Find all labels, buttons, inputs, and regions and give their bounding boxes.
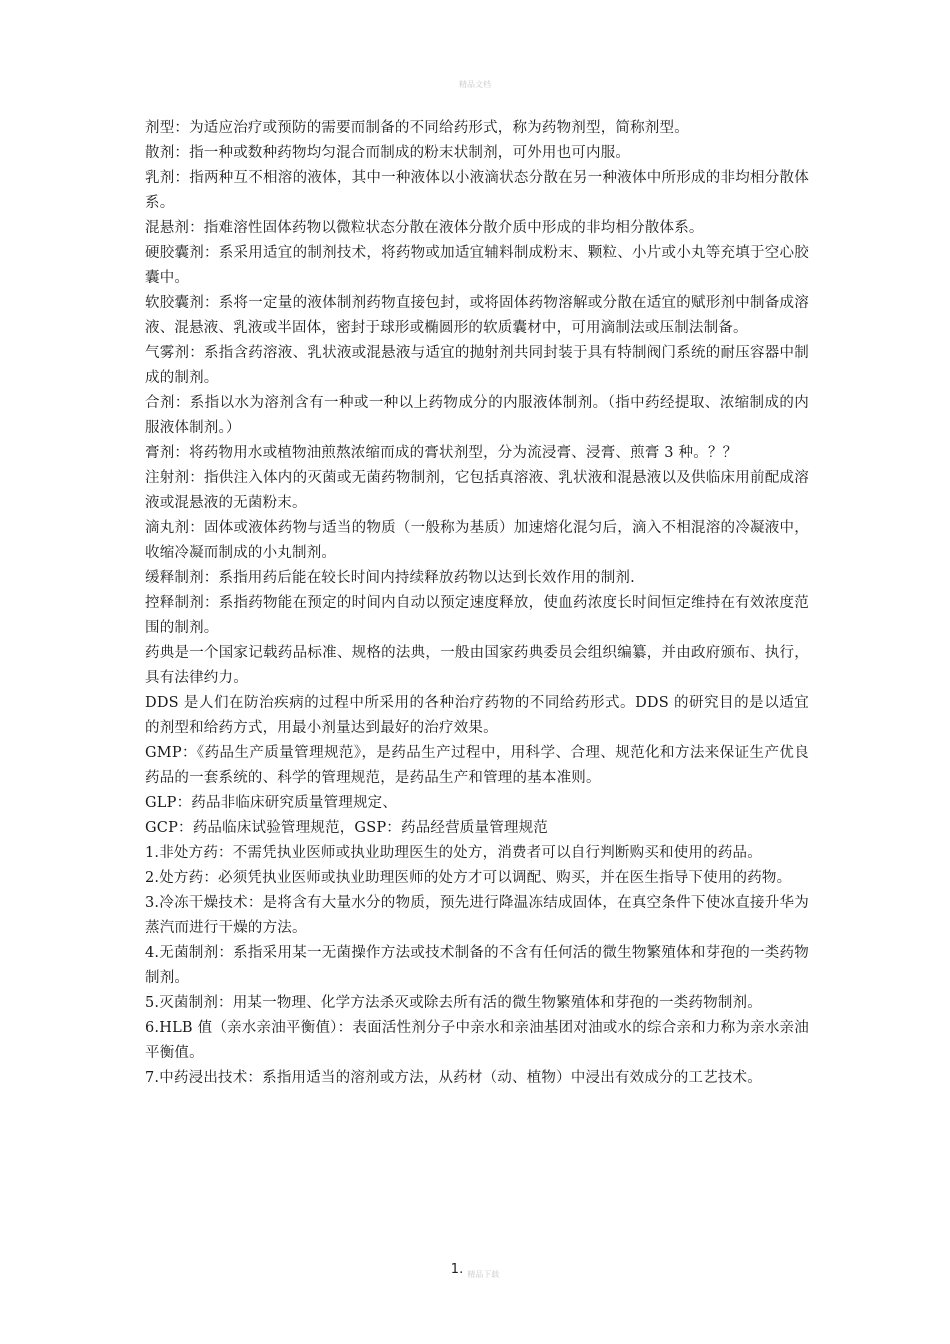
paragraph-dds: DDS 是人们在防治疾病的过程中所采用的各种治疗药物的不同给药形式。DDS 的研究目的是以适宜的剂型和给药方式，用最小剂量达到最好的治疗效果。 xyxy=(145,695,809,736)
page-number-separator: . xyxy=(459,1262,464,1277)
paragraph-controlled-release: 控释制剂：系指药物能在预定的时间内自动以预定速度释放，使血药浓度长时间恒定维持在有效浓度范围的制剂。 xyxy=(145,595,809,636)
paragraph-aerosol: 气雾剂：系指含药溶液、乳状液或混悬液与适宜的抛射剂共同封装于具有特制阀门系统的耐压容器中制成的制剂。 xyxy=(145,345,809,386)
paragraph-dosage-form: 剂型：为适应治疗或预防的需要而制备的不同给药形式，称为药物剂型，简称剂型。 xyxy=(145,120,689,136)
paragraph-suspension: 混悬剂：指难溶性固体药物以微粒状态分散在液体分散介质中形成的非均相分散体系。 xyxy=(145,220,704,236)
paragraph-gcp-gsp: GCP：药品临床试验管理规范，GSP：药品经营质量管理规范 xyxy=(145,820,549,836)
page-footer xyxy=(0,1258,950,1277)
paragraph-glp: GLP：药品非临床研究质量管理规定、 xyxy=(145,795,398,811)
document-body xyxy=(145,116,809,1091)
paragraph-hlb: 6.HLB 值（亲水亲油平衡值）：表面活性剂分子中亲水和亲油基团对油或水的综合亲和力称为亲水亲油平衡值。 xyxy=(145,1020,809,1061)
paragraph-aseptic: 4.无菌制剂：系指采用某一无菌操作方法或技术制备的不含有任何活的微生物繁殖体和芽孢的一类药物制剂。 xyxy=(145,945,809,986)
paragraph-emulsion: 乳剂：指两种互不相溶的液体，其中一种液体以小液滴状态分散在另一种液体中所形成的非均相分散体系。 xyxy=(145,170,809,211)
header-watermark: 精品文档 xyxy=(459,80,491,89)
paragraph-sustained-release: 缓释制剂：系指用药后能在较长时间内持续释放药物以达到长效作用的制剂. xyxy=(145,570,635,586)
paragraph-pharmacopoeia: 药典是一个国家记载药品标准、规格的法典，一般由国家药典委员会组织编纂，并由政府颁布、执行，具有法律约力。 xyxy=(145,645,809,686)
paragraph-extraction: 7.中药浸出技术：系指用适当的溶剂或方法，从药材（动、植物）中浸出有效成分的工艺技术。 xyxy=(145,1070,762,1086)
paragraph-powder: 散剂：指一种或数种药物均匀混合而制成的粉末状制剂，可外用也可内服。 xyxy=(145,145,631,161)
paragraph-hard-capsule: 硬胶囊剂：系采用适宜的制剂技术，将药物或加适宜辅料制成粉末、颗粒、小片或小丸等充填于空心胶囊中。 xyxy=(145,245,809,286)
paragraph-prescription: 2.处方药：必须凭执业医师或执业助理医师的处方才可以调配、购买，并在医生指导下使用的药物。 xyxy=(145,870,792,886)
paragraph-injection: 注射剂：指供注入体内的灭菌或无菌药物制剂，它包括真溶液、乳状液和混悬液以及供临床用前配成溶液或混悬液的无菌粉末。 xyxy=(145,470,809,511)
paragraph-otc: 1.非处方药：不需凭执业医师或执业助理医生的处方，消费者可以自行判断购买和使用的药品。 xyxy=(145,845,762,861)
footer-watermark: 精品下载 xyxy=(467,1270,500,1279)
paragraph-soft-capsule: 软胶囊剂：系将一定量的液体制剂药物直接包封，或将固体药物溶解或分散在适宜的赋形剂中制备成溶液、混悬液、乳液或半固体，密封于球形或椭圆形的软质囊材中，可用滴制法或压制法制备。 xyxy=(145,295,809,336)
paragraph-dripping-pill: 滴丸剂：固体或液体药物与适当的物质（一般称为基质）加速熔化混匀后，滴入不相混溶的冷凝液中，收缩冷凝而制成的小丸制剂。 xyxy=(145,520,809,561)
paragraph-mixture: 合剂：系指以水为溶剂含有一种或一种以上药物成分的内服液体制剂。（指中药经提取、浓缩制成的内服液体制剂。） xyxy=(145,395,809,436)
paragraph-freeze-drying: 3.冷冻干燥技术：是将含有大量水分的物质，预先进行降温冻结成固体，在真空条件下使冰直接升华为蒸汽而进行干燥的方法。 xyxy=(145,895,809,936)
paragraph-gmp: GMP：《药品生产质量管理规范》，是药品生产过程中，用科学、合理、规范化和方法来保证生产优良药品的一套系统的、科学的管理规范，是药品生产和管理的基本准则。 xyxy=(145,745,809,786)
page-number: 1 xyxy=(450,1262,460,1277)
paragraph-sterile: 5.灭菌制剂：用某一物理、化学方法杀灭或除去所有活的微生物繁殖体和芽孢的一类药物制剂。 xyxy=(145,995,762,1011)
paragraph-paste: 膏剂：将药物用水或植物油煎熬浓缩而成的膏状剂型，分为流浸膏、浸膏、煎膏 3 种。？？ xyxy=(145,445,738,461)
